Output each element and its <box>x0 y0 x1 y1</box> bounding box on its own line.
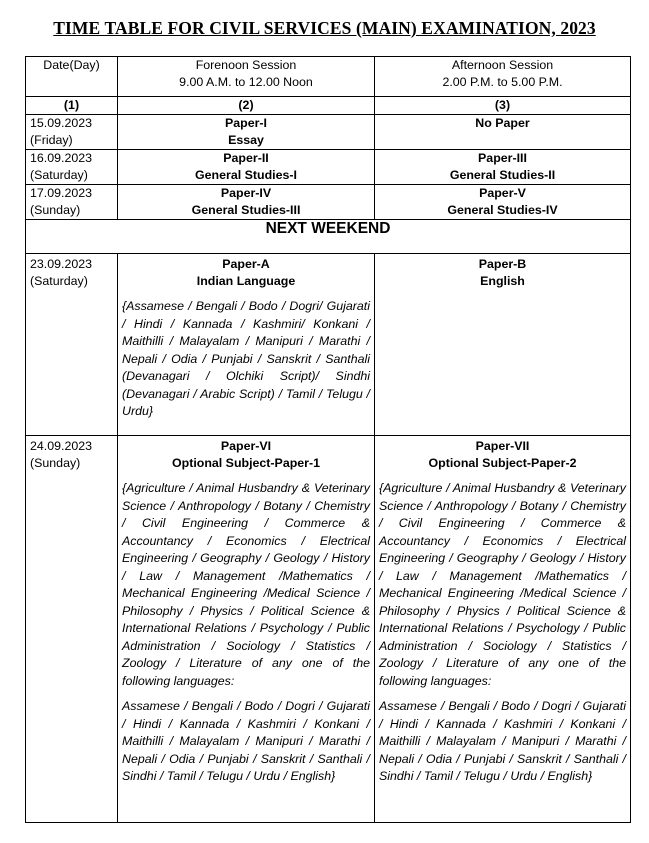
header-forenoon <box>118 57 375 97</box>
afternoon-cell <box>375 254 631 436</box>
date: 15.09.2023 <box>30 116 93 130</box>
afternoon-cell <box>375 436 631 823</box>
date: 24.09.2023 <box>30 439 93 453</box>
next-weekend-row <box>26 220 631 254</box>
optional-subject-list: {Agriculture / Animal Husbandry & Veterinary Science / Anthropology / Botany / Chemistry / Civil Engineering / Commerce & Accountancy / Economics / Electrical Engineering / Geography / Geology / History / Law / Management /Mathematics / Mechanical Engineering /Medical Science / Philosophy / Physics / Political Science & International Relations / Psychology / Public Administration / Sociology / Statistics / Zoology / Literature of any one of the following languages: <box>379 481 626 688</box>
forenoon-cell <box>118 254 375 436</box>
header-afternoon-title: Afternoon Session <box>451 58 554 72</box>
forenoon-cell <box>118 436 375 823</box>
paper-subject: General Studies-I <box>195 168 297 182</box>
paper-subject: General Studies-IV <box>447 203 558 217</box>
date-cell <box>26 115 118 150</box>
literature-language-list: Assamese / Bengali / Bodo / Dogri / Gujarati / Hindi / Kannada / Kashmiri / Konkani / Maithilli / Malayalam / Manipuri / Marathi / Nepali / Odia / Punjabi / Sanskrit / Santhali / Sindhi / Tamil / Telugu / Urdu / English} <box>122 699 370 783</box>
header-date-day: Date(Day) <box>26 57 118 97</box>
date-cell <box>26 436 118 823</box>
paper-name: No Paper <box>475 116 530 130</box>
column-number: (3) <box>375 97 631 115</box>
paper-name: Paper-V <box>479 186 526 200</box>
day: (Sunday) <box>30 203 81 217</box>
table-row <box>26 254 631 436</box>
header-row <box>26 57 631 97</box>
paper-subject: General Studies-II <box>449 168 556 182</box>
afternoon-cell <box>375 115 631 150</box>
forenoon-cell <box>118 185 375 220</box>
date-cell <box>26 150 118 185</box>
forenoon-cell <box>118 150 375 185</box>
paper-name: Paper-VII <box>475 439 530 453</box>
column-number: (1) <box>26 97 118 115</box>
forenoon-cell <box>118 115 375 150</box>
day: (Sunday) <box>30 456 81 470</box>
paper-subject: Indian Language <box>196 274 296 288</box>
next-weekend-heading: NEXT WEEKEND <box>26 220 631 254</box>
table-row <box>26 150 631 185</box>
table-row <box>26 115 631 150</box>
paper-name: Paper-B <box>478 257 527 271</box>
column-number: (2) <box>118 97 375 115</box>
day: (Friday) <box>30 133 73 147</box>
date-cell <box>26 254 118 436</box>
paper-name: Paper-III <box>478 151 527 165</box>
paper-subject: Essay <box>228 133 264 147</box>
paper-subject: Optional Subject-Paper-1 <box>171 456 321 470</box>
date: 17.09.2023 <box>30 186 93 200</box>
date: 16.09.2023 <box>30 151 93 165</box>
timetable <box>25 56 631 823</box>
paper-subject: English <box>480 274 525 288</box>
paper-name: Paper-I <box>224 116 267 130</box>
table-row <box>26 436 631 823</box>
header-afternoon <box>375 57 631 97</box>
paper-name: Paper-IV <box>220 186 272 200</box>
optional-subject-list: {Agriculture / Animal Husbandry & Veterinary Science / Anthropology / Botany / Chemistry / Civil Engineering / Commerce & Accountancy / Economics / Electrical Engineering / Geography / Geology / History / Law / Management /Mathematics / Mechanical Engineering /Medical Science / Philosophy / Physics / Political Science & International Relations / Psychology / Public Administration / Sociology / Statistics / Zoology / Literature of any one of the following languages: <box>122 481 370 688</box>
day: (Saturday) <box>30 274 88 288</box>
paper-name: Paper-II <box>223 151 269 165</box>
table-row <box>26 185 631 220</box>
day: (Saturday) <box>30 168 88 182</box>
language-list: {Assamese / Bengali / Bodo / Dogri/ Gujarati / Hindi / Kannada / Kashmiri/ Konkani / Maithilli / Malayalam / Manipuri / Marathi / Nepali / Odia / Punjabi / Sanskrit / Santhali (Devanagari / Olchiki Script)/ Sindhi (Devanagari / Arabic Script) / Tamil / Telugu / Urdu} <box>122 299 370 418</box>
paper-subject: General Studies-III <box>191 203 301 217</box>
afternoon-cell <box>375 185 631 220</box>
date-cell <box>26 185 118 220</box>
header-forenoon-time: 9.00 A.M. to 12.00 Noon <box>179 75 313 89</box>
afternoon-cell <box>375 150 631 185</box>
page-title: TIME TABLE FOR CIVIL SERVICES (MAIN) EXAMINATION, 2023 <box>53 18 596 38</box>
date: 23.09.2023 <box>30 257 93 271</box>
header-forenoon-title: Forenoon Session <box>195 58 297 72</box>
header-afternoon-time: 2.00 P.M. to 5.00 P.M. <box>442 75 563 89</box>
literature-language-list: Assamese / Bengali / Bodo / Dogri / Gujarati / Hindi / Kannada / Kashmiri / Konkani / Maithilli / Malayalam / Manipuri / Marathi / Nepali / Odia / Punjabi / Sanskrit / Santhali / Sindhi / Tamil / Telugu / Urdu / English} <box>379 699 626 783</box>
column-number-row <box>26 97 631 115</box>
paper-subject: Optional Subject-Paper-2 <box>428 456 577 470</box>
paper-name: Paper-A <box>222 257 270 271</box>
paper-name: Paper-VI <box>220 439 272 453</box>
